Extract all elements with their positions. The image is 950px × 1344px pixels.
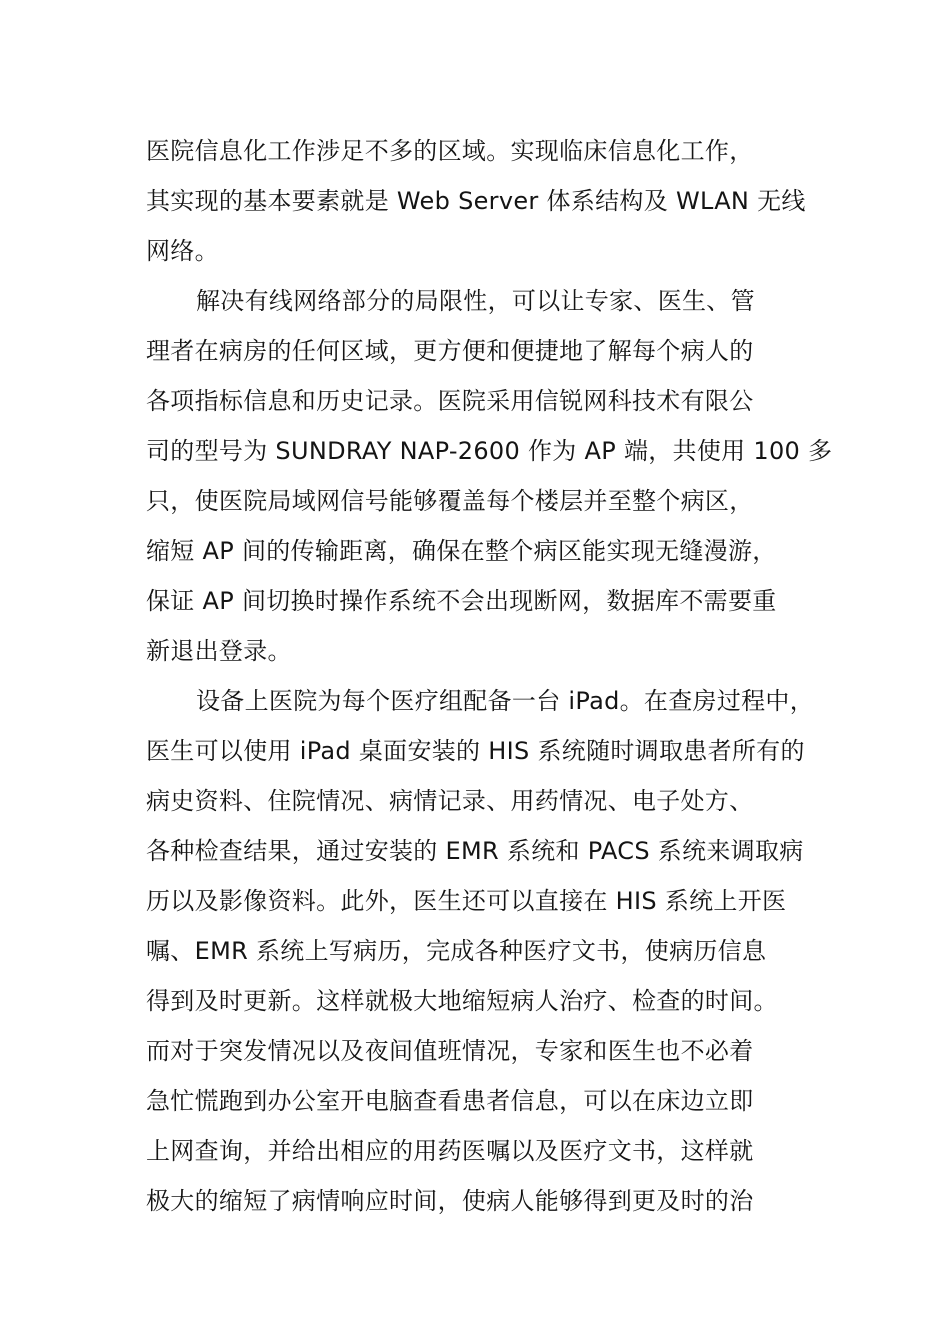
text-line: 各种检查结果，通过安装的 EMR 系统和 PACS 系统来调取病: [146, 837, 804, 865]
text-line: 上网查询，并给出相应的用药医嘱以及医疗文书，这样就: [146, 1137, 754, 1165]
text-line: 各项指标信息和历史记录。医院采用信锐网科技术有限公: [146, 387, 754, 415]
text-line: 新退出登录。: [146, 637, 292, 665]
text-line: 缩短 AP 间的传输距离，确保在整个病区能实现无缝漫游，: [146, 537, 777, 565]
text-line: 网络。: [146, 237, 219, 265]
text-line: 医院信息化工作涉足不多的区域。实现临床信息化工作，: [146, 137, 754, 165]
text-line: 嘱、EMR 系统上写病历，完成各种医疗文书，使病历信息: [146, 937, 767, 965]
text-line: 司的型号为 SUNDRAY NAP-2600 作为 AP 端，共使用 100 多: [146, 437, 833, 465]
text-line: 急忙慌跑到办公室开电脑查看患者信息，可以在床边立即: [146, 1087, 754, 1115]
text-line: 保证 AP 间切换时操作系统不会出现断网，数据库不需要重: [146, 587, 777, 615]
paragraph-first-line: 设备上医院为每个医疗组配备一台 iPad。在查房过程中，: [196, 687, 815, 715]
paragraph-first-line: 解决有线网络部分的局限性，可以让专家、医生、管: [196, 287, 755, 315]
text-line: 极大的缩短了病情响应时间，使病人能够得到更及时的治: [146, 1187, 754, 1215]
text-line: 其实现的基本要素就是 Web Server 体系结构及 WLAN 无线: [146, 187, 806, 215]
text-line: 理者在病房的任何区域，更方便和便捷地了解每个病人的: [146, 337, 754, 365]
text-line: 医生可以使用 iPad 桌面安装的 HIS 系统随时调取患者所有的: [146, 737, 805, 765]
text-line: 历以及影像资料。此外，医生还可以直接在 HIS 系统上开医: [146, 887, 787, 915]
text-line: 而对于突发情况以及夜间值班情况，专家和医生也不必着: [146, 1037, 754, 1065]
text-line: 只，使医院局域网信号能够覆盖每个楼层并至整个病区，: [146, 487, 754, 515]
text-line: 病史资料、住院情况、病情记录、用药情况、电子处方、: [146, 787, 754, 815]
text-line: 得到及时更新。这样就极大地缩短病人治疗、检查的时间。: [146, 987, 778, 1015]
